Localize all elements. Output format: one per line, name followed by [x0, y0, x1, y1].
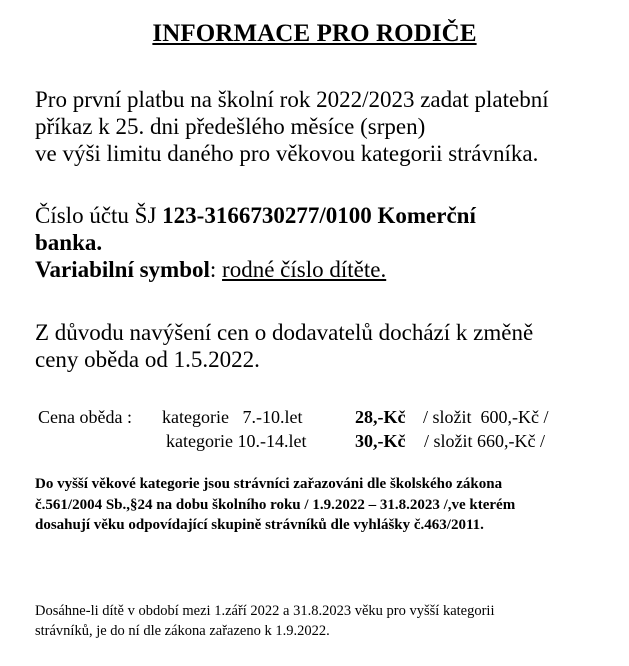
- price-change-notice: [35, 319, 625, 373]
- price-row-2-category: kategorie 10.-14.let: [166, 431, 307, 451]
- age-note-line-3: dosahují věku odpovídající skupině strávníků dle vyhlášky č.463/2011.: [35, 517, 484, 533]
- footnote-line-2: strávníků, je do ní dle zákona zařazeno k 1.9.2022.: [35, 623, 330, 639]
- price-row-1-category: kategorie 7.-10.let: [162, 407, 303, 427]
- age-note-line-1: Do vyšší věkové kategorie jsou strávníci zařazováni dle školského zákona: [35, 476, 503, 492]
- account-line: [35, 202, 625, 229]
- payment-instructions: [35, 86, 625, 167]
- account-info: [35, 202, 625, 283]
- payment-line-1: Pro první platbu na školní rok 2022/2023 zadat platební: [35, 87, 549, 112]
- payment-line-3: ve výši limitu daného pro věkovou kategorii strávníka.: [35, 141, 539, 166]
- account-number: 123-3166730277/0100 Komerční: [162, 203, 476, 228]
- footnote: [35, 601, 605, 641]
- variable-symbol-colon: :: [209, 257, 223, 282]
- payment-line-2: příkaz k 25. dni předešlého měsíce (srpen): [35, 114, 426, 139]
- price-change-line-1: Z důvodu navýšení cen o dodavatelů dochází k změně: [35, 320, 534, 345]
- price-row-2-price: 30,-Kč: [355, 431, 406, 451]
- price-label: Cena oběda :: [38, 407, 132, 427]
- price-row-2-deposit: / složit 660,-Kč /: [424, 431, 545, 451]
- footnote-line-1: Dosáhne-li dítě v období mezi 1.září 2022 a 31.8.2023 věku pro vyšší kategorii: [35, 603, 495, 619]
- variable-symbol-label: Variabilní symbol: [35, 257, 210, 282]
- age-category-note: [35, 474, 605, 536]
- age-note-line-2: č.561/2004 Sb.,§24 na dobu školního roku / 1.9.2022 – 31.8.2023 /,ve kterém: [35, 496, 516, 513]
- bank-line: [35, 229, 625, 256]
- price-row-1-deposit: / složit 600,-Kč /: [423, 407, 549, 427]
- variable-symbol-value: rodné číslo dítěte.: [222, 257, 387, 282]
- variable-symbol-line: [35, 256, 625, 283]
- bank-name: banka.: [35, 230, 103, 255]
- account-label: Číslo účtu ŠJ: [35, 203, 163, 228]
- page-title: INFORMACE PRO RODIČE: [152, 20, 477, 47]
- price-change-line-2: ceny oběda od 1.5.2022.: [35, 347, 260, 372]
- price-row-1-price: 28,-Kč: [355, 407, 406, 427]
